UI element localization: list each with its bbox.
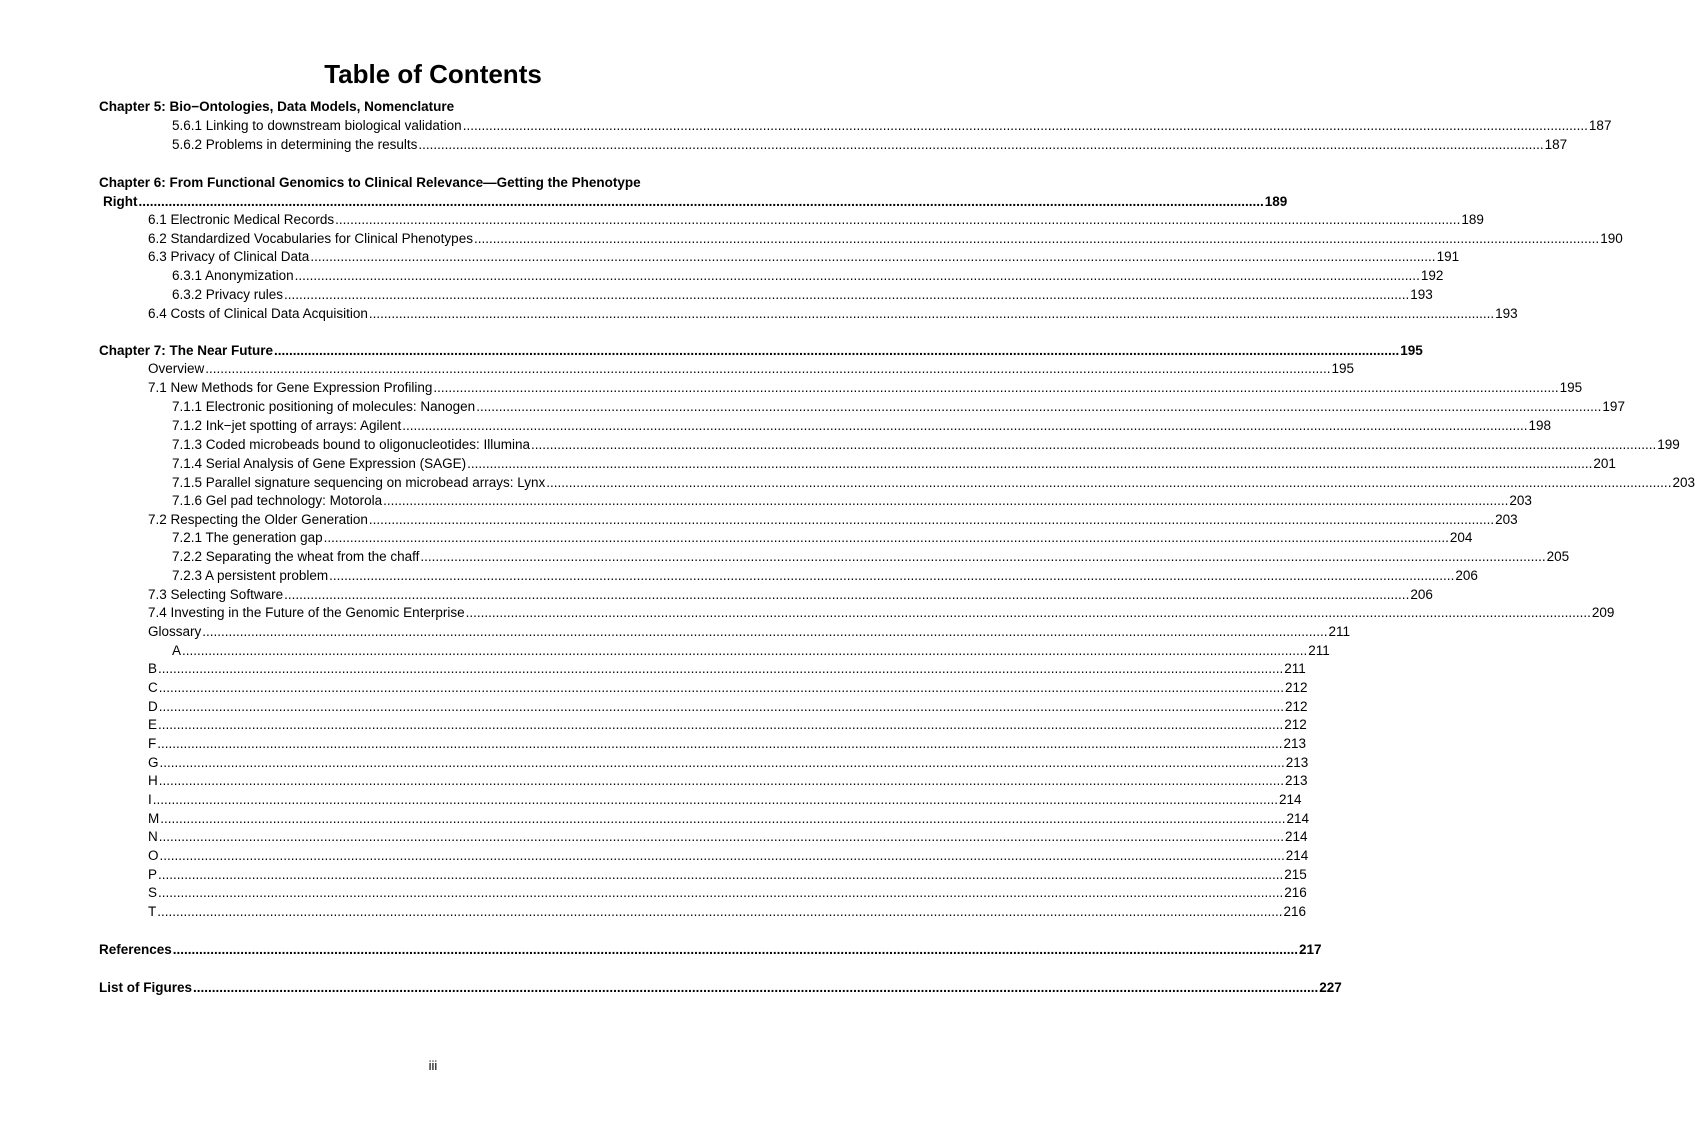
dot-leader: ............................................................................................................................................................................................................................................................................................................ — [530, 437, 1657, 452]
dot-leader: ............................................................................................................................................................................................................................................................................................................ — [158, 885, 1284, 900]
toc-entry[interactable] — [148, 791, 1302, 809]
dot-leader: ............................................................................................................................................................................................................................................................................................................ — [284, 287, 1410, 302]
page-number: iii — [428, 1058, 438, 1073]
dot-leader: ............................................................................................................................................................................................................................................................................................................ — [418, 137, 1544, 152]
toc-entry-page: 199 — [1657, 437, 1680, 452]
toc-entry-label: F — [148, 736, 157, 751]
toc-entry-page: 209 — [1591, 605, 1615, 620]
toc-entry-page: 214 — [1279, 792, 1302, 807]
dot-leader: ............................................................................................................................................................................................................................................................................................................ — [335, 212, 1461, 227]
toc-entry-label: 7.1.1 Electronic positioning of molecules: Nanogen — [172, 399, 476, 414]
toc-entry[interactable] — [172, 548, 1570, 566]
dot-leader: ............................................................................................................................................................................................................................................................................................................ — [172, 942, 1299, 957]
toc-entry-label: I — [148, 792, 152, 807]
toc-entry-label: 6.4 Costs of Clinical Data Acquisition — [148, 306, 368, 321]
toc-entry[interactable] — [172, 117, 1612, 135]
toc-entry-label: 6.1 Electronic Medical Records — [148, 212, 335, 227]
toc-entry-label: Overview — [148, 361, 205, 376]
dot-leader: ............................................................................................................................................................................................................................................................................................................ — [402, 418, 1528, 433]
toc-entry[interactable] — [148, 866, 1307, 884]
toc-entry-label: H — [148, 773, 158, 788]
dot-leader: ............................................................................................................................................................................................................................................................................................................ — [546, 475, 1672, 490]
toc-entry[interactable] — [148, 810, 1310, 828]
toc-entry-label: C — [148, 680, 158, 695]
toc-entry-page: 211 — [1308, 643, 1330, 658]
dot-leader: ............................................................................................................................................................................................................................................................................................................ — [420, 549, 1546, 564]
dot-leader: ............................................................................................................................................................................................................................................................................................................ — [193, 980, 1319, 995]
toc-entry-page: 212 — [1284, 680, 1308, 695]
dot-leader: ............................................................................................................................................................................................................................................................................................................ — [467, 456, 1593, 471]
dot-leader: ............................................................................................................................................................................................................................................................................................................ — [284, 587, 1410, 602]
toc-entry-label: References — [99, 942, 172, 957]
toc-entry[interactable] — [172, 492, 1532, 510]
toc-entry-label: 6.3.2 Privacy rules — [172, 287, 284, 302]
dot-leader: ............................................................................................................................................................................................................................................................................................................ — [274, 343, 1400, 358]
toc-entry-label: N — [148, 829, 158, 844]
toc-entry[interactable] — [172, 286, 1433, 304]
toc-entry-page: 195 — [1400, 343, 1423, 358]
toc-entry[interactable] — [172, 642, 1330, 660]
toc-entry-page: 191 — [1436, 249, 1460, 264]
toc-entry-page: 192 — [1420, 268, 1444, 283]
toc-entry-page: 215 — [1284, 867, 1307, 882]
toc-entry[interactable] — [99, 979, 1342, 997]
dot-leader: ............................................................................................................................................................................................................................................................................................................ — [158, 717, 1284, 732]
dot-leader: ............................................................................................................................................................................................................................................................................................................ — [160, 811, 1286, 826]
toc-entry[interactable] — [172, 474, 1695, 492]
toc-entry-page: 212 — [1284, 699, 1308, 714]
toc-entry-label: P — [148, 867, 158, 882]
toc-entry-page: 211 — [1328, 624, 1351, 639]
dot-leader: ............................................................................................................................................................................................................................................................................................................ — [158, 661, 1284, 676]
toc-entry-label: 6.3.1 Anonymization — [172, 268, 294, 283]
dot-leader: ............................................................................................................................................................................................................................................................................................................ — [310, 249, 1436, 264]
toc-entry[interactable] — [148, 884, 1307, 902]
toc-entry-label: List of Figures — [99, 980, 193, 995]
toc-entry-label: Chapter 7: The Near Future — [99, 343, 274, 358]
toc-entry-label: S — [148, 885, 158, 900]
toc-entry-label: A — [172, 643, 182, 658]
toc-entry-page: 213 — [1284, 773, 1308, 788]
dot-leader: ............................................................................................................................................................................................................................................................................................................ — [205, 361, 1331, 376]
toc-entry-page: 213 — [1283, 736, 1307, 751]
toc-entry[interactable] — [172, 529, 1473, 547]
toc-entry-label: 7.4 Investing in the Future of the Genomic Enterprise — [148, 605, 465, 620]
toc-entry-page: 189 — [1264, 194, 1288, 209]
dot-leader: ............................................................................................................................................................................................................................................................................................................ — [182, 643, 1308, 658]
toc-entry-label: 6.3 Privacy of Clinical Data — [148, 249, 310, 264]
toc-entry-page: 206 — [1455, 568, 1478, 583]
toc-entry[interactable] — [172, 267, 1444, 285]
toc-entry-page: 206 — [1410, 587, 1433, 602]
dot-leader: ............................................................................................................................................................................................................................................................................................................ — [323, 530, 1449, 545]
toc-entry-label: 7.2.1 The generation gap — [172, 530, 323, 545]
toc-entry-page: 195 — [1559, 380, 1583, 395]
dot-leader: ............................................................................................................................................................................................................................................................................................................ — [152, 792, 1278, 807]
toc-entry-label: D — [148, 699, 158, 714]
dot-leader: ............................................................................................................................................................................................................................................................................................................ — [158, 829, 1284, 844]
toc-entry[interactable] — [148, 379, 1583, 397]
dot-leader: ............................................................................................................................................................................................................................................................................................................ — [159, 848, 1285, 863]
toc-entry-page: 203 — [1672, 475, 1695, 490]
toc-entry[interactable] — [148, 230, 1623, 248]
dot-leader: ............................................................................................................................................................................................................................................................................................................ — [294, 268, 1420, 283]
toc-entry[interactable] — [172, 567, 1478, 585]
toc-entry[interactable] — [148, 511, 1518, 529]
dot-leader: ............................................................................................................................................................................................................................................................................................................ — [158, 773, 1284, 788]
toc-entry-label: 7.1.3 Coded microbeads bound to oligonucleotides: Illumina — [172, 437, 530, 452]
chapter-heading: Chapter 5: Bio−Ontologies, Data Models, Nomenclature — [99, 99, 455, 114]
dot-leader: ............................................................................................................................................................................................................................................................................................................ — [329, 568, 1455, 583]
toc-entry[interactable] — [148, 903, 1307, 921]
toc-entry-page: 214 — [1284, 829, 1308, 844]
toc-entry[interactable] — [148, 660, 1306, 678]
toc-entry-label: 7.2 Respecting the Older Generation — [148, 512, 368, 527]
dot-leader: ............................................................................................................................................................................................................................................................................................................ — [157, 904, 1283, 919]
toc-entry-page: 213 — [1285, 755, 1309, 770]
toc-entry[interactable] — [148, 623, 1351, 641]
toc-entry-label: G — [148, 755, 159, 770]
toc-entry[interactable] — [148, 604, 1615, 622]
toc-entry[interactable] — [148, 360, 1355, 378]
toc-entry-page: 211 — [1284, 661, 1306, 676]
toc-entry-label: M — [148, 811, 160, 826]
toc-entry-page: 187 — [1588, 118, 1612, 133]
toc-entry-label: 7.2.2 Separating the wheat from the chaff — [172, 549, 420, 564]
dot-leader: ............................................................................................................................................................................................................................................................................................................ — [158, 867, 1284, 882]
toc-entry-page: 189 — [1461, 212, 1484, 227]
toc-entry[interactable] — [148, 735, 1307, 753]
dot-leader: ............................................................................................................................................................................................................................................................................................................ — [159, 755, 1285, 770]
toc-entry-label: 7.1 New Methods for Gene Expression Profiling — [148, 380, 433, 395]
toc-entry-label: E — [148, 717, 158, 732]
toc-entry-page: 217 — [1299, 942, 1322, 957]
toc-entry-page: 227 — [1319, 980, 1342, 995]
toc-entry[interactable] — [148, 679, 1308, 697]
toc-entry-label: 6.2 Standardized Vocabularies for Clinical Phenotypes — [148, 231, 473, 246]
dot-leader: ............................................................................................................................................................................................................................................................................................................ — [368, 512, 1495, 527]
toc-entry[interactable] — [148, 698, 1308, 716]
dot-leader: ............................................................................................................................................................................................................................................................................................................ — [158, 699, 1284, 714]
toc-entry[interactable] — [148, 847, 1309, 865]
dot-leader: ............................................................................................................................................................................................................................................................................................................ — [368, 306, 1495, 321]
toc-entry-label: T — [148, 904, 157, 919]
toc-entry-label: Glossary — [148, 624, 202, 639]
toc-entry[interactable] — [148, 754, 1309, 772]
toc-entry-label: 7.1.4 Serial Analysis of Gene Expression (SAGE) — [172, 456, 467, 471]
toc-entry[interactable] — [172, 398, 1625, 416]
dot-leader: ............................................................................................................................................................................................................................................................................................................ — [383, 493, 1509, 508]
toc-entry[interactable] — [172, 136, 1568, 154]
page-title: Table of Contents — [324, 59, 542, 89]
toc-entry[interactable] — [172, 417, 1552, 435]
toc-entry-label: B — [148, 661, 158, 676]
toc-entry-page: 216 — [1283, 904, 1307, 919]
toc-entry-label: O — [148, 848, 159, 863]
toc-entry-page: 214 — [1285, 848, 1309, 863]
toc-entry-label: Right — [103, 194, 138, 209]
toc-entry-label: 5.6.1 Linking to downstream biological validation — [172, 118, 462, 133]
toc-entry-label: 7.1.5 Parallel signature sequencing on microbead arrays: Lynx — [172, 475, 546, 490]
dot-leader: ............................................................................................................................................................................................................................................................................................................ — [138, 194, 1264, 209]
dot-leader: ............................................................................................................................................................................................................................................................................................................ — [476, 399, 1602, 414]
toc-entry-label: 7.3 Selecting Software — [148, 587, 284, 602]
toc-entry-label: 7.1.2 Ink−jet spotting of arrays: Agilent — [172, 418, 402, 433]
toc-entry-page: 193 — [1410, 287, 1433, 302]
toc-entry-page: 203 — [1495, 512, 1518, 527]
toc-entry-page: 195 — [1331, 361, 1355, 376]
toc-entry[interactable] — [148, 716, 1307, 734]
toc-entry[interactable] — [148, 586, 1433, 604]
toc-entry[interactable] — [172, 455, 1616, 473]
dot-leader: ............................................................................................................................................................................................................................................................................................................ — [202, 624, 1328, 639]
dot-leader: ............................................................................................................................................................................................................................................................................................................ — [473, 231, 1600, 246]
toc-entry-page: 187 — [1544, 137, 1568, 152]
toc-entry-page: 201 — [1593, 456, 1616, 471]
toc-entry-page: 198 — [1528, 418, 1552, 433]
toc-entry-page: 216 — [1284, 885, 1307, 900]
toc-entry[interactable] — [99, 941, 1322, 959]
dot-leader: ............................................................................................................................................................................................................................................................................................................ — [158, 680, 1284, 695]
toc-entry-label: 7.2.3 A persistent problem — [172, 568, 329, 583]
toc-entry-page: 205 — [1546, 549, 1570, 564]
toc-entry-page: 212 — [1284, 717, 1307, 732]
toc-entry[interactable] — [148, 772, 1308, 790]
toc-entry-page: 203 — [1509, 493, 1532, 508]
toc-entry-page: 214 — [1286, 811, 1310, 826]
toc-entry[interactable] — [148, 828, 1308, 846]
dot-leader: ............................................................................................................................................................................................................................................................................................................ — [462, 118, 1588, 133]
toc-entry[interactable] — [99, 342, 1423, 360]
toc-entry-page: 193 — [1495, 306, 1518, 321]
toc-entry[interactable] — [172, 436, 1680, 454]
toc-entry[interactable] — [148, 211, 1484, 229]
toc-entry[interactable] — [148, 305, 1518, 323]
toc-entry-label: 5.6.2 Problems in determining the results — [172, 137, 418, 152]
chapter-heading: Chapter 6: From Functional Genomics to Clinical Relevance—Getting the Phenotype — [99, 175, 641, 190]
dot-leader: ............................................................................................................................................................................................................................................................................................................ — [433, 380, 1559, 395]
dot-leader: ............................................................................................................................................................................................................................................................................................................ — [465, 605, 1591, 620]
toc-entry-page: 197 — [1602, 399, 1625, 414]
toc-entry-page: 190 — [1600, 231, 1623, 246]
toc-entry-label: 7.1.6 Gel pad technology: Motorola — [172, 493, 383, 508]
toc-entry[interactable] — [148, 248, 1460, 266]
toc-entry-page: 204 — [1449, 530, 1473, 545]
dot-leader: ............................................................................................................................................................................................................................................................................................................ — [157, 736, 1283, 751]
toc-entry[interactable] — [103, 193, 1288, 211]
